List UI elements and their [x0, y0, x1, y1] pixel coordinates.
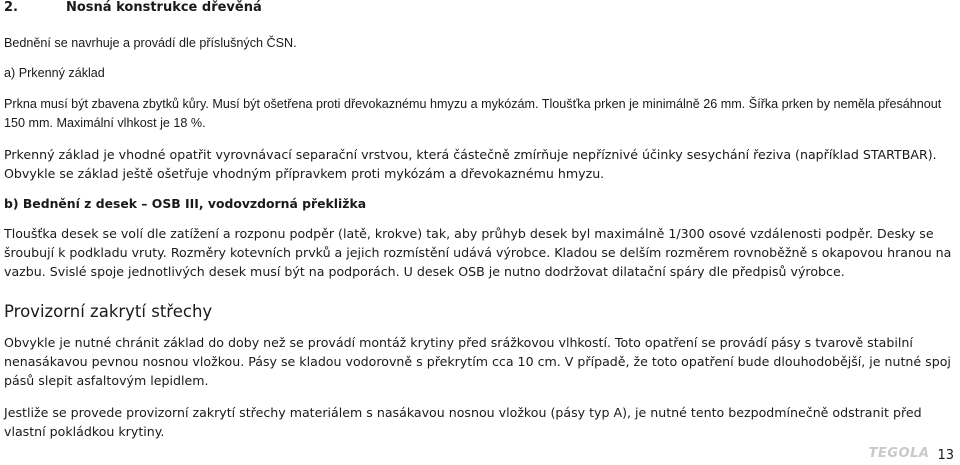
provisional-heading: Provizorní zakrytí střechy [4, 302, 213, 321]
subsection-b-heading: b) Bednění z desek – OSB III, vodovzdorná překližka [4, 196, 367, 211]
page-number: 13 [937, 448, 954, 463]
subsection-a-heading: a) Prkenný základ [4, 66, 105, 80]
section-title: Nosná konstrukce dřevěná [66, 0, 262, 15]
section-heading [4, 0, 262, 15]
subsection-b-paragraph: Tloušťka desek se volí dle zatížení a rozponu podpěr (latě, krokve) tak, aby průhyb desek byl maximálně 1/300 osové vzdálenosti podpěr. Desky se šroubují k podkladu vruty. Rozměry kotevních prvků a jejich rozmístění udává výrobce. Kladou se delším rozměrem rovnoběžně s okapovou hranou na vazbu. Svislé spoje jednotlivých desek musí být na podporách. U desek OSB je nutno dodržovat dilatační spáry dle předpisů výrobce. [4, 226, 952, 279]
section-number: 2. [4, 0, 18, 15]
intro-paragraph: Bednění se navrhuje a provádí dle příslušných ČSN. [4, 36, 297, 50]
subsection-a-paragraph-2: Prkenný základ je vhodné opatřit vyrovnávací separační vrstvou, která částečně zmírňuje nepříznivé účinky sesychání řeziva (například STARTBAR). Obvykle se základ ještě ošetřuje vhodným přípravkem proti mykózám a dřevokaznému hmyzu. [4, 147, 937, 181]
page-footer [869, 447, 954, 463]
provisional-paragraph-2: Jestliže se provede provizorní zakrytí střechy materiálem s nasákavou nosnou vložkou (pásy typ A), je nutné tento bezpodmínečně odstranit před vlastní pokládkou krytiny. [4, 405, 922, 439]
provisional-paragraph-1: Obvykle je nutné chránit základ do doby než se provádí montáž krytiny před srážkovou vlhkostí. Toto opatření se provádí pásy s tvarově stabilní nenasákavou pevnou nosnou vložkou. Pásy se kladou vodorovně s překrytím cca 10 cm. V případě, že toto opatření bude dlouhodobější, je nutné spoj pásů slepit asfaltovým lepidlem. [4, 335, 951, 388]
tegola-logo: TEGOLA [868, 446, 930, 461]
subsection-a-paragraph: Prkna musí být zbavena zbytků kůry. Musí být ošetřena proti dřevokaznému hmyzu a mykózám. Tloušťka prken je minimálně 26 mm. Šířka prken by neměla přesáhnout 150 mm. Maximální vlhkost je 18 %. [4, 97, 942, 130]
